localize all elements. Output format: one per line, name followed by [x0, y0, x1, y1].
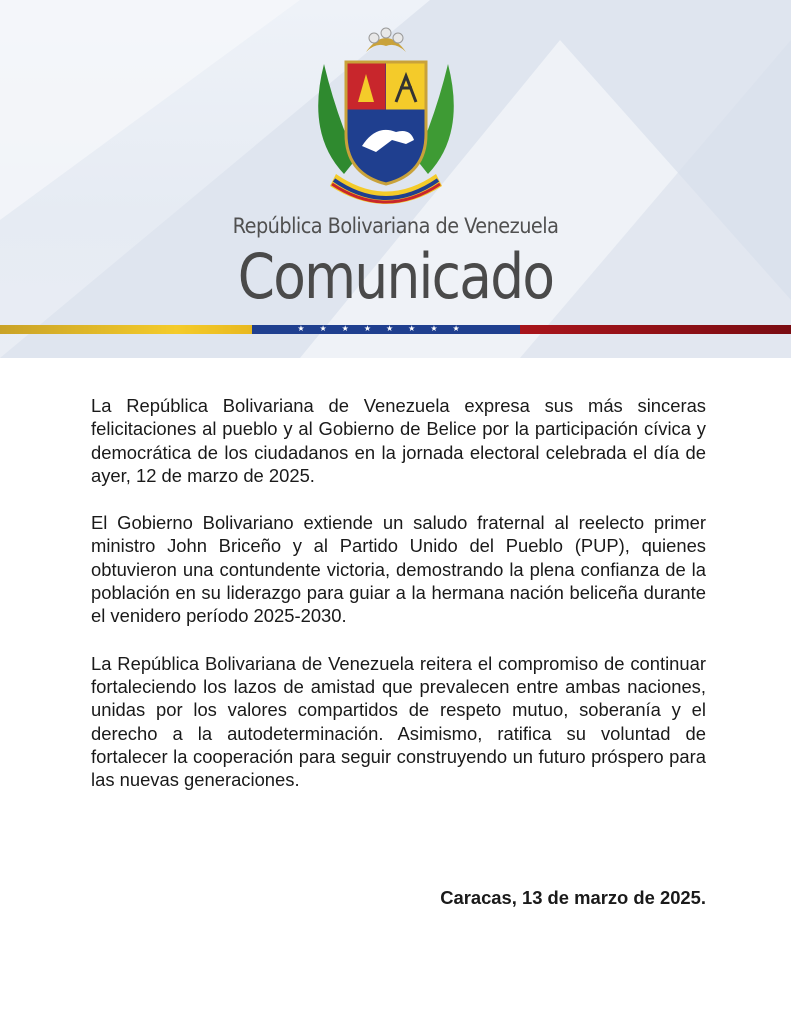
- coat-of-arms-emblem: [296, 24, 476, 214]
- paragraph-3: La República Bolivariana de Venezuela reitera el compromiso de continuar fortaleciendo los lazos de amistad que prevalecen entre ambas naciones, unidas por los valores compartidos de respeto mutuo, soberanía y el derecho a la autodeterminación. Asimismo, ratifica su voluntad de fortalecer la cooperación para seguir construyendo un futuro próspero para las nuevas generaciones.: [91, 652, 706, 791]
- yellow-band: [0, 325, 252, 334]
- stars-row: ★★★★★★★★: [297, 324, 475, 333]
- blue-band: [252, 325, 520, 334]
- communique-body: [91, 394, 706, 815]
- letterhead: [0, 0, 791, 358]
- issuer-name: República Bolivariana de Venezuela: [232, 214, 559, 238]
- paragraph-2: El Gobierno Bolivariano extiende un saludo fraternal al reelecto primer ministro John Briceño y al Partido Unido del Pueblo (PUP), quienes obtuvieron una contundente victoria, demostrando la plena confianza de la población en su liderazgo para guiar a la hermana nación beliceña durante el venidero período 2025-2030.: [91, 512, 706, 627]
- place-date-signoff: Caracas, 13 de marzo de 2025.: [440, 887, 706, 908]
- document-title: Comunicado: [237, 240, 554, 313]
- paragraph-1: La República Bolivariana de Venezuela expresa sus más sinceras felicitaciones al pueblo y al Gobierno de Belice por la participación cívica y democrática de los ciudadanos en la jornada electoral celebrada el día de ayer, 12 de marzo de 2025.: [91, 395, 706, 486]
- flag-stripe: [0, 325, 791, 334]
- red-band: [520, 325, 791, 334]
